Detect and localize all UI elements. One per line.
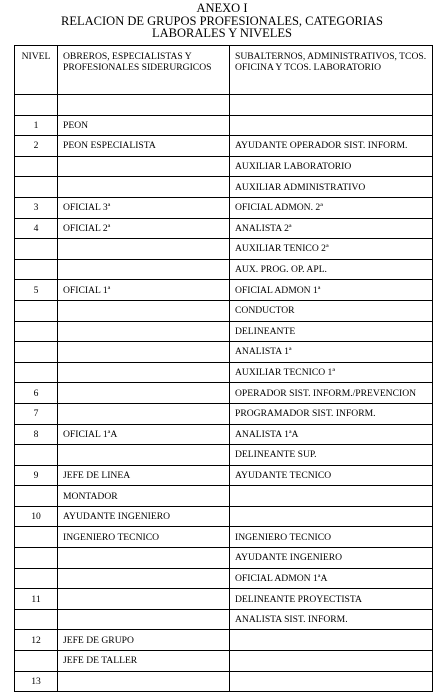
- cell-nivel: [15, 527, 58, 548]
- cell-nivel: [15, 362, 58, 383]
- cell-subalternos: INGENIERO TECNICO: [230, 527, 433, 548]
- cell-subalternos: ANALISTA 1ªA: [230, 424, 433, 445]
- cell-obreros: [58, 239, 230, 260]
- table-row: [15, 156, 433, 177]
- cell-subalternos: AYUDANTE INGENIERO: [230, 548, 433, 569]
- table-row: [15, 568, 433, 589]
- table-row: [15, 342, 433, 363]
- table-row: [15, 383, 433, 404]
- cell-nivel: 9: [15, 465, 58, 486]
- cell-nivel: 2: [15, 136, 58, 157]
- cell-nivel: [15, 548, 58, 569]
- cell-nivel: 10: [15, 506, 58, 527]
- table-row: [15, 486, 433, 507]
- cell-obreros: [58, 177, 230, 198]
- cell-obreros: [58, 321, 230, 342]
- table-row: [15, 651, 433, 672]
- cell-nivel: [15, 259, 58, 280]
- cell-obreros: JEFE DE TALLER: [58, 651, 230, 672]
- cell-subalternos: DELINEANTE PROYECTISTA: [230, 589, 433, 610]
- cell-nivel: [15, 156, 58, 177]
- cell-obreros: [58, 300, 230, 321]
- table-row: [15, 197, 433, 218]
- cell-nivel: [15, 342, 58, 363]
- cell-obreros: OFICIAL 2ª: [58, 218, 230, 239]
- cell-obreros: [58, 156, 230, 177]
- cell-subalternos: OPERADOR SIST. INFORM./PREVENCION: [230, 383, 433, 404]
- header-obreros: OBREROS, ESPECIALISTAS Y PROFESIONALES SIDERURGICOS: [58, 46, 230, 95]
- header-nivel: NIVEL: [15, 46, 58, 95]
- table-row: [15, 280, 433, 301]
- cell-obreros: PEON ESPECIALISTA: [58, 136, 230, 157]
- cell-nivel: [15, 239, 58, 260]
- categories-table: [14, 45, 433, 692]
- document-title: [0, 0, 444, 40]
- cell-nivel: [15, 609, 58, 630]
- cell-obreros: [58, 548, 230, 569]
- title-line-3: LABORALES Y NIVELES: [151, 26, 293, 40]
- cell-obreros: JEFE DE LINEA: [58, 465, 230, 486]
- cell-subalternos: [230, 651, 433, 672]
- table-row: [15, 506, 433, 527]
- table-row: [15, 259, 433, 280]
- cell-subalternos: AYUDANTE OPERADOR SIST. INFORM.: [230, 136, 433, 157]
- cell-subalternos: OFICIAL ADMON 1ª: [230, 280, 433, 301]
- cell-obreros: [58, 95, 230, 116]
- cell-obreros: PEON: [58, 115, 230, 136]
- cell-obreros: OFICIAL 1ªA: [58, 424, 230, 445]
- cell-subalternos: AUXILIAR TENICO 2ª: [230, 239, 433, 260]
- cell-nivel: 13: [15, 671, 58, 692]
- cell-obreros: OFICIAL 1ª: [58, 280, 230, 301]
- cell-subalternos: AUXILIAR TECNICO 1ª: [230, 362, 433, 383]
- table-row: [15, 239, 433, 260]
- cell-obreros: [58, 342, 230, 363]
- cell-nivel: [15, 321, 58, 342]
- title-annex: ANEXO I: [196, 1, 248, 15]
- cell-subalternos: OFICIAL ADMON 1ªA: [230, 568, 433, 589]
- table-row: [15, 465, 433, 486]
- table-row: [15, 445, 433, 466]
- table-row: [15, 300, 433, 321]
- cell-nivel: 7: [15, 403, 58, 424]
- cell-obreros: [58, 568, 230, 589]
- table-row: [15, 95, 433, 116]
- cell-obreros: INGENIERO TECNICO: [58, 527, 230, 548]
- cell-subalternos: AUX. PROG. OP. APL.: [230, 259, 433, 280]
- cell-nivel: [15, 177, 58, 198]
- table-row: [15, 136, 433, 157]
- cell-subalternos: AYUDANTE TECNICO: [230, 465, 433, 486]
- cell-obreros: [58, 259, 230, 280]
- cell-obreros: [58, 445, 230, 466]
- cell-nivel: 5: [15, 280, 58, 301]
- cell-subalternos: [230, 671, 433, 692]
- table-row: [15, 362, 433, 383]
- cell-obreros: [58, 609, 230, 630]
- cell-nivel: [15, 445, 58, 466]
- cell-nivel: [15, 486, 58, 507]
- table-row: [15, 527, 433, 548]
- cell-subalternos: [230, 630, 433, 651]
- cell-nivel: 4: [15, 218, 58, 239]
- cell-subalternos: [230, 115, 433, 136]
- title-line-2: RELACION DE GRUPOS PROFESIONALES, CATEGORIAS: [61, 13, 383, 28]
- cell-subalternos: [230, 95, 433, 116]
- cell-subalternos: PROGRAMADOR SIST. INFORM.: [230, 403, 433, 424]
- cell-nivel: [15, 300, 58, 321]
- cell-obreros: [58, 362, 230, 383]
- header-subalternos: SUBALTERNOS, ADMINISTRATIVOS, TCOS. OFICINA Y TCOS. LABORATORIO: [230, 46, 433, 95]
- table-row: [15, 218, 433, 239]
- cell-subalternos: CONDUCTOR: [230, 300, 433, 321]
- cell-subalternos: OFICIAL ADMON. 2ª: [230, 197, 433, 218]
- cell-subalternos: DELINEANTE SUP.: [230, 445, 433, 466]
- cell-obreros: JEFE DE GRUPO: [58, 630, 230, 651]
- cell-nivel: 11: [15, 589, 58, 610]
- cell-subalternos: ANALISTA 1ª: [230, 342, 433, 363]
- table-row: [15, 548, 433, 569]
- table-row: [15, 630, 433, 651]
- cell-nivel: [15, 651, 58, 672]
- cell-nivel: 1: [15, 115, 58, 136]
- cell-obreros: [58, 383, 230, 404]
- cell-obreros: AYUDANTE INGENIERO: [58, 506, 230, 527]
- table-row: [15, 424, 433, 445]
- cell-obreros: [58, 403, 230, 424]
- cell-subalternos: [230, 486, 433, 507]
- table-row: [15, 671, 433, 692]
- cell-nivel: [15, 95, 58, 116]
- cell-nivel: [15, 568, 58, 589]
- cell-subalternos: AUXILIAR LABORATORIO: [230, 156, 433, 177]
- cell-nivel: 12: [15, 630, 58, 651]
- cell-subalternos: ANALISTA 2ª: [230, 218, 433, 239]
- table-header-row: [15, 46, 433, 95]
- table-row: [15, 609, 433, 630]
- cell-subalternos: [230, 506, 433, 527]
- cell-nivel: 6: [15, 383, 58, 404]
- cell-subalternos: ANALISTA SIST. INFORM.: [230, 609, 433, 630]
- table-row: [15, 115, 433, 136]
- cell-obreros: MONTADOR: [58, 486, 230, 507]
- cell-obreros: [58, 671, 230, 692]
- table-row: [15, 321, 433, 342]
- table-row: [15, 403, 433, 424]
- cell-subalternos: DELINEANTE: [230, 321, 433, 342]
- table-row: [15, 589, 433, 610]
- cell-nivel: 8: [15, 424, 58, 445]
- cell-obreros: OFICIAL 3ª: [58, 197, 230, 218]
- cell-subalternos: AUXILIAR ADMINISTRATIVO: [230, 177, 433, 198]
- cell-obreros: [58, 589, 230, 610]
- table-body: [15, 95, 433, 692]
- cell-nivel: 3: [15, 197, 58, 218]
- table-row: [15, 177, 433, 198]
